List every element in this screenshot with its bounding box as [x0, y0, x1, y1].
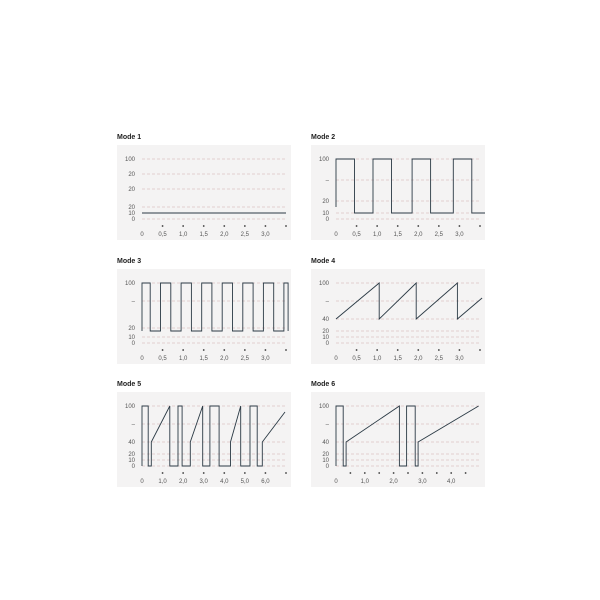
y-tick-label: 100 — [124, 404, 135, 410]
x-tick-label: 1,5 — [199, 356, 208, 362]
x-axis-dot — [350, 472, 352, 474]
x-tick-label: 3,0 — [455, 232, 464, 238]
x-tick-label: 4,0 — [447, 479, 456, 485]
x-tick-label: 0,5 — [352, 356, 361, 362]
series-line — [336, 159, 485, 213]
y-tick-label: – — [325, 299, 329, 305]
x-axis-dot — [465, 472, 467, 474]
x-tick-label: 1,5 — [199, 232, 208, 238]
y-tick-label: 20 — [128, 452, 135, 458]
y-tick-label: 0 — [131, 341, 135, 347]
x-tick-label: 0 — [140, 232, 144, 238]
y-tick-label: 100 — [124, 157, 135, 163]
x-axis-dot — [364, 472, 366, 474]
y-tick-label: 10 — [322, 458, 329, 464]
y-tick-label: 10 — [128, 335, 135, 341]
y-tick-label: 20 — [128, 187, 135, 193]
x-axis-dot — [265, 349, 267, 351]
x-axis-dot — [438, 349, 440, 351]
x-tick-label: 1,0 — [372, 356, 382, 362]
x-axis-dot — [417, 349, 419, 351]
x-axis-dot — [436, 472, 438, 474]
x-axis-dot — [479, 225, 481, 227]
x-axis-dot — [393, 472, 395, 474]
x-axis-dot — [162, 225, 164, 227]
x-tick-label: 0,5 — [158, 356, 167, 362]
y-tick-label: 0 — [325, 464, 329, 470]
y-tick-label: 10 — [322, 335, 329, 341]
x-tick-label: 2,5 — [434, 232, 444, 238]
y-tick-label: 40 — [128, 440, 135, 446]
y-tick-label: 20 — [322, 452, 329, 458]
series-line — [142, 283, 288, 331]
x-axis-dot — [397, 349, 399, 351]
x-axis-dot — [223, 472, 225, 474]
x-axis-dot — [244, 349, 246, 351]
y-tick-label: 0 — [131, 217, 135, 223]
x-axis-dot — [162, 349, 164, 351]
x-tick-label: 2,0 — [220, 232, 229, 238]
y-tick-label: 100 — [124, 281, 135, 287]
chart-title: Mode 4 — [311, 258, 336, 265]
x-axis-dot — [376, 349, 378, 351]
x-tick-label: 5,0 — [240, 479, 250, 485]
x-tick-label: 2,0 — [414, 232, 423, 238]
plot-area — [311, 145, 485, 240]
x-axis-dot — [285, 472, 287, 474]
y-tick-label: 100 — [318, 157, 329, 163]
x-axis-dot — [459, 349, 461, 351]
x-axis-dot — [479, 349, 481, 351]
x-axis-dot — [182, 472, 184, 474]
x-tick-label: 2,5 — [434, 356, 444, 362]
x-tick-label: 0 — [334, 232, 338, 238]
y-tick-label: 20 — [128, 326, 135, 332]
x-tick-label: 1,0 — [360, 479, 369, 485]
x-tick-label: 2,0 — [414, 356, 423, 362]
x-tick-label: 2,0 — [178, 479, 188, 485]
x-tick-label: 0 — [334, 479, 338, 485]
x-tick-label: 1,5 — [393, 232, 402, 238]
x-axis-dot — [182, 349, 184, 351]
x-tick-label: 0,5 — [352, 232, 361, 238]
x-tick-label: 2,0 — [220, 356, 229, 362]
x-tick-label: 3,0 — [261, 356, 270, 362]
y-tick-label: – — [131, 299, 135, 305]
x-axis-dot — [397, 225, 399, 227]
y-tick-label: 0 — [131, 464, 135, 470]
x-tick-label: 0 — [140, 356, 144, 362]
x-axis-dot — [203, 472, 205, 474]
y-tick-label: 20 — [128, 205, 135, 211]
y-tick-label: 0 — [325, 341, 329, 347]
chart-title: Mode 3 — [117, 258, 142, 265]
y-tick-label: 20 — [128, 172, 135, 178]
y-tick-label: 0 — [325, 217, 329, 223]
chart-svg — [311, 269, 485, 364]
x-tick-label: 4,0 — [220, 479, 229, 485]
x-axis-dot — [422, 472, 424, 474]
y-tick-label: 100 — [318, 404, 329, 410]
chart-title: Mode 6 — [311, 381, 336, 388]
chart-svg — [117, 392, 291, 487]
chart-title: Mode 1 — [117, 134, 142, 141]
x-tick-label: 0 — [334, 356, 338, 362]
x-axis-dot — [450, 472, 452, 474]
x-axis-dot — [438, 225, 440, 227]
chart-panel-mode-5 — [117, 380, 291, 487]
x-axis-dot — [162, 472, 164, 474]
series-line — [336, 406, 479, 466]
plot-area — [117, 145, 291, 240]
x-tick-label: 3,0 — [199, 479, 208, 485]
x-tick-label: 1,0 — [372, 232, 382, 238]
x-tick-label: 1,0 — [178, 356, 188, 362]
y-tick-label: 10 — [128, 211, 135, 217]
x-tick-label: 2,5 — [240, 356, 250, 362]
x-axis-dot — [407, 472, 409, 474]
chart-panel-mode-6 — [311, 380, 485, 487]
x-axis-dot — [356, 225, 358, 227]
x-axis-dot — [376, 225, 378, 227]
y-tick-label: 100 — [318, 281, 329, 287]
x-axis-dot — [203, 349, 205, 351]
x-axis-dot — [285, 349, 287, 351]
y-tick-label: 10 — [322, 211, 329, 217]
x-tick-label: 0 — [140, 479, 144, 485]
y-tick-label: 20 — [322, 329, 329, 335]
x-axis-dot — [244, 472, 246, 474]
x-tick-label: 6,0 — [261, 479, 270, 485]
y-tick-label: 40 — [322, 317, 329, 323]
x-axis-dot — [223, 349, 225, 351]
y-tick-label: – — [131, 422, 135, 428]
chart-panel-mode-3 — [117, 257, 291, 364]
x-axis-dot — [244, 225, 246, 227]
chart-panel-mode-4 — [311, 257, 485, 364]
x-tick-label: 1,0 — [178, 232, 188, 238]
x-tick-label: 3,0 — [261, 232, 270, 238]
chart-panel-mode-2 — [311, 133, 485, 240]
plot-area — [311, 392, 485, 487]
x-axis-dot — [285, 225, 287, 227]
x-axis-dot — [459, 225, 461, 227]
chart-svg — [311, 145, 485, 240]
x-axis-dot — [203, 225, 205, 227]
series-line — [336, 283, 482, 319]
x-tick-label: 3,0 — [418, 479, 427, 485]
x-axis-dot — [417, 225, 419, 227]
x-tick-label: 1,0 — [158, 479, 167, 485]
chart-svg — [117, 145, 291, 240]
x-axis-dot — [223, 225, 225, 227]
series-line — [142, 406, 285, 466]
plot-area — [311, 269, 485, 364]
chart-title: Mode 5 — [117, 381, 142, 388]
x-axis-dot — [356, 349, 358, 351]
y-tick-label: – — [325, 178, 329, 184]
x-tick-label: 2,5 — [240, 232, 250, 238]
plot-area — [117, 269, 291, 364]
x-tick-label: 2,0 — [389, 479, 398, 485]
chart-svg — [311, 392, 485, 487]
y-tick-label: – — [325, 422, 329, 428]
y-tick-label: 40 — [322, 440, 329, 446]
x-axis-dot — [265, 225, 267, 227]
x-tick-label: 3,0 — [455, 356, 464, 362]
y-tick-label: 10 — [128, 458, 135, 464]
plot-area — [117, 392, 291, 487]
x-tick-label: 0,5 — [158, 232, 167, 238]
chart-svg — [117, 269, 291, 364]
x-axis-dot — [265, 472, 267, 474]
x-axis-dot — [378, 472, 380, 474]
chart-title: Mode 2 — [311, 134, 336, 141]
y-tick-label: 20 — [322, 199, 329, 205]
chart-panel-mode-1 — [117, 133, 291, 240]
x-tick-label: 1,5 — [393, 356, 402, 362]
x-axis-dot — [182, 225, 184, 227]
